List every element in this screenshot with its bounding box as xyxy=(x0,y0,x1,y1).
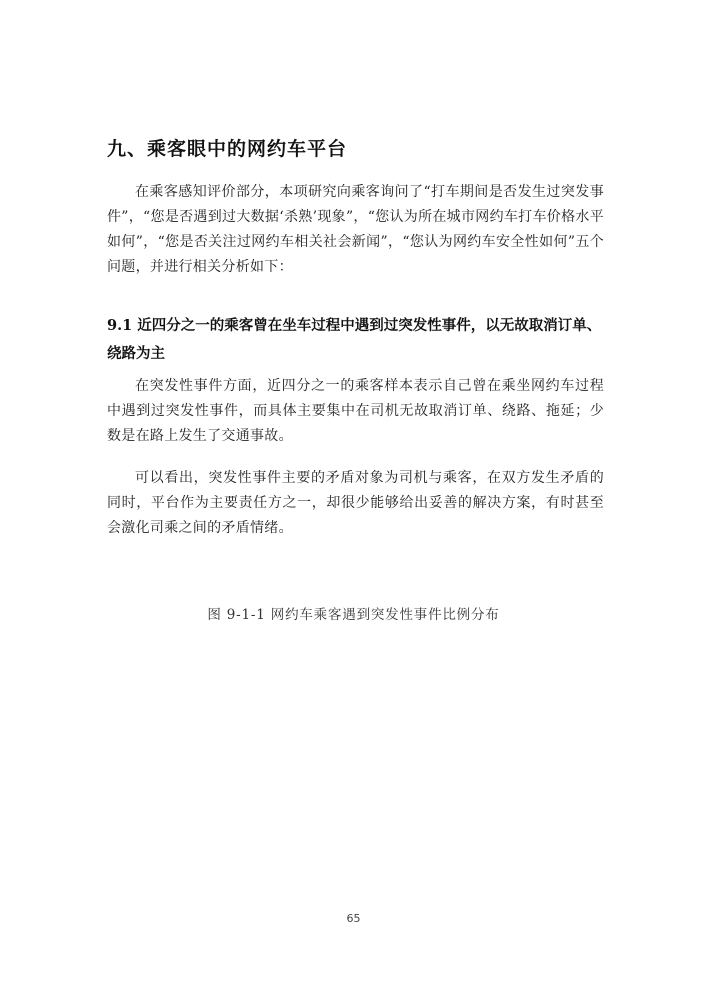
body-paragraph-incidents: 在突发性事件方面，近四分之一的乘客样本表示自己曾在乘坐网约车过程中遇到过突发性事件，而具体主要集中在司机无故取消订单、绕路、拖延；少数是在路上发生了交通事故。 xyxy=(107,378,604,444)
intro-paragraph: 在乘客感知评价部分，本项研究向乘客询问了“打车期间是否发生过突发事件”，“您是否遇到过大数据‘杀熟’现象”，“您认为所在城市网约车打车价格水平如何”，“您是否关注过网约车相关社会新闻”，“您认为网约车安全性如何”五个问题，并进行相关分析如下： xyxy=(107,184,604,275)
figure-caption: 图 9-1-1 网约车乘客遇到突发性事件比例分布 xyxy=(207,607,500,623)
body-paragraph-conflict: 可以看出，突发性事件主要的矛盾对象为司机与乘客，在双方发生矛盾的同时，平台作为主要责任方之一，却很少能够给出妥善的解决方案，有时甚至会激化司乘之间的矛盾情绪。 xyxy=(107,470,604,536)
page-number: 65 xyxy=(346,912,361,925)
section-title: 九、乘客眼中的网约车平台 xyxy=(107,138,348,160)
subsection-heading: 9.1 近四分之一的乘客曾在坐车过程中遇到过突发性事件，以无故取消订单、绕路为主 xyxy=(107,317,602,362)
